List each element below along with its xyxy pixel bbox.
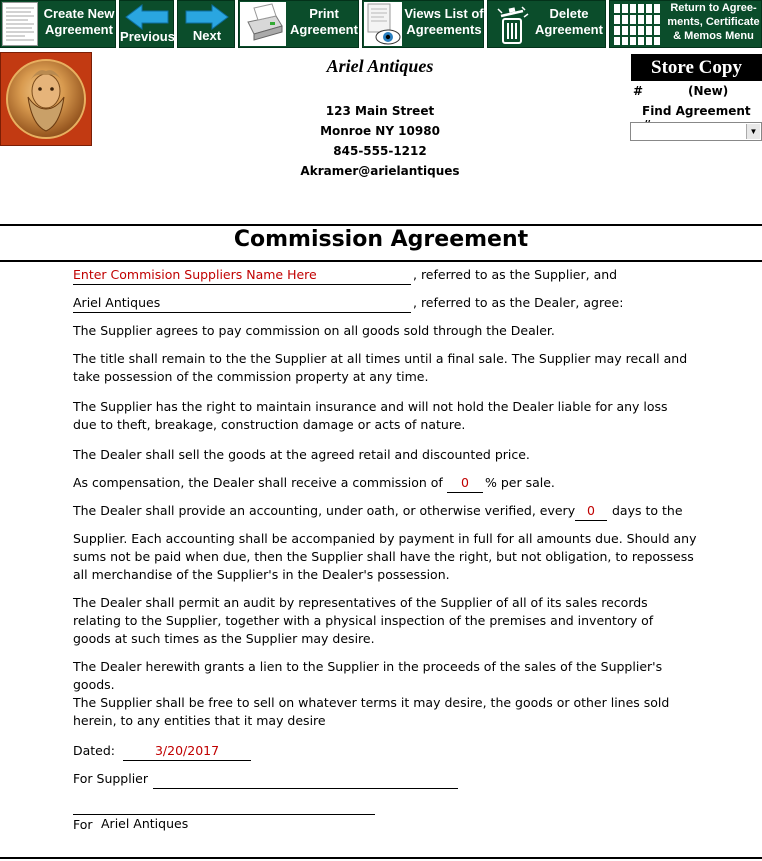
- agreement-number: (New): [688, 84, 729, 98]
- dealer-suffix: , referred to as the Dealer, agree:: [413, 295, 624, 310]
- print-label-2: Agreement: [290, 22, 358, 37]
- clause-8-line-2: relating to the Supplier, together with a physical inspection of the premises and inventory of: [73, 613, 654, 628]
- supplier-suffix: , referred to as the Supplier, and: [413, 267, 618, 282]
- title-top-rule: [0, 224, 762, 226]
- grid-menu-icon: [612, 2, 662, 47]
- delete-label-1: Delete: [549, 6, 589, 21]
- store-copy-banner: Store Copy: [631, 54, 762, 81]
- clause-10-line-2: herein, to any entities that it may desire: [73, 713, 326, 728]
- dealer-name-field[interactable]: Ariel Antiques: [73, 295, 411, 313]
- print-agreement-button[interactable]: [238, 0, 359, 48]
- store-name: Ariel Antiques: [326, 56, 434, 76]
- next-label: Next: [192, 28, 222, 43]
- next-button[interactable]: [177, 0, 235, 48]
- views-list-button[interactable]: [362, 0, 484, 48]
- clause-7-line-3: all merchandise of the Supplier's in the Dealer's possession.: [73, 567, 450, 582]
- clause-7-line-2: sums not be paid when due, then the Supplier shall have the right, but not obligation, to repossess: [73, 549, 694, 564]
- delete-label-2: Agreement: [535, 22, 603, 37]
- email: Akramer@arielantiques: [300, 164, 460, 178]
- for-supplier-label: For Supplier: [73, 771, 149, 786]
- clause-3-line-2: due to theft, breakage, construction damage or acts of nature.: [73, 417, 466, 432]
- return-label-2: ments, Certificate: [667, 16, 760, 28]
- document-title: Commission Agreement: [233, 227, 529, 252]
- accounting-days-field[interactable]: 0: [575, 503, 607, 521]
- supplier-signature-line[interactable]: [153, 771, 458, 789]
- clause-6-prefix: The Dealer shall provide an accounting, under oath, or otherwise verified, every: [73, 503, 576, 518]
- agreement-number-hash: #: [633, 84, 644, 98]
- find-agreement-dropdown[interactable]: [630, 122, 762, 141]
- previous-label: Previous: [120, 29, 175, 44]
- clause-1: The Supplier agrees to pay commission on all goods sold through the Dealer.: [73, 323, 555, 338]
- clause-7-line-1: Supplier. Each accounting shall be accompanied by payment in full for all amounts due. Should any: [73, 531, 697, 546]
- address-line-2: Monroe NY 10980: [320, 124, 440, 138]
- commission-percent-field[interactable]: 0: [447, 475, 483, 493]
- previous-button[interactable]: [119, 0, 174, 48]
- document-icon: [2, 2, 38, 46]
- toolbar: [0, 0, 762, 49]
- clause-5-prefix: As compensation, the Dealer shall receive a commission of: [73, 475, 443, 490]
- return-label-3: & Memos Menu: [673, 30, 754, 42]
- delete-agreement-button[interactable]: [487, 0, 606, 48]
- printer-icon: [240, 2, 286, 46]
- clause-8-line-1: The Dealer shall permit an audit by representatives of the Supplier of all of its sales records: [73, 595, 648, 610]
- bottom-rule: [0, 857, 762, 859]
- create-new-agreement-button[interactable]: [0, 0, 116, 48]
- clause-6-suffix: days to the: [612, 503, 683, 518]
- find-agreement-label: Find Agreement: [642, 104, 751, 118]
- arrow-left-icon: [124, 4, 170, 30]
- title-bottom-rule: [0, 260, 762, 262]
- trash-icon: [494, 5, 530, 45]
- create-new-label-2: Agreement: [45, 22, 113, 37]
- phone: 845-555-1212: [333, 144, 427, 158]
- views-list-label-2: Agreements: [406, 22, 482, 37]
- print-label-1: Print: [309, 6, 339, 21]
- create-new-label-1: Create New: [43, 6, 115, 21]
- store-logo: [0, 52, 92, 146]
- chevron-down-icon[interactable]: ▼: [746, 124, 760, 139]
- clause-3-line-1: The Supplier has the right to maintain insurance and will not hold the Dealer liable for any loss: [73, 399, 668, 414]
- views-list-label-1: Views List of: [404, 6, 484, 21]
- arrow-right-icon: [184, 4, 230, 30]
- zeus-portrait-icon: [6, 59, 86, 139]
- supplier-name-field[interactable]: Enter Commision Suppliers Name Here: [73, 267, 411, 285]
- return-to-menu-button[interactable]: [609, 0, 762, 48]
- clause-2-line-1: The title shall remain to the the Supplier at all times until a final sale. The Supplier may recall and: [73, 351, 688, 366]
- address-line-1: 123 Main Street: [325, 104, 435, 118]
- eye-document-icon: [364, 2, 402, 46]
- clause-9-line-2: goods.: [73, 677, 115, 692]
- clause-9-line-1: The Dealer herewith grants a lien to the Supplier in the proceeds of the sales of the Supplier's: [73, 659, 663, 674]
- dealer-signature-line[interactable]: [73, 797, 375, 815]
- clause-8-line-3: goods at such times as the Supplier may desire.: [73, 631, 375, 646]
- clause-4: The Dealer shall sell the goods at the agreed retail and discounted price.: [73, 447, 530, 462]
- clause-2-line-2: take possession of the commission property at any time.: [73, 369, 429, 384]
- clause-5-suffix: % per sale.: [485, 475, 555, 490]
- clause-10-line-1: The Supplier shall be free to sell on whatever terms it may desire, the goods or other lines sold: [73, 695, 670, 710]
- for-label: For: [73, 817, 93, 832]
- return-label-1: Return to Agree-: [670, 2, 757, 14]
- for-dealer-name: Ariel Antiques: [101, 816, 189, 831]
- dated-label: Dated:: [73, 743, 116, 758]
- dated-field[interactable]: 3/20/2017: [123, 743, 251, 761]
